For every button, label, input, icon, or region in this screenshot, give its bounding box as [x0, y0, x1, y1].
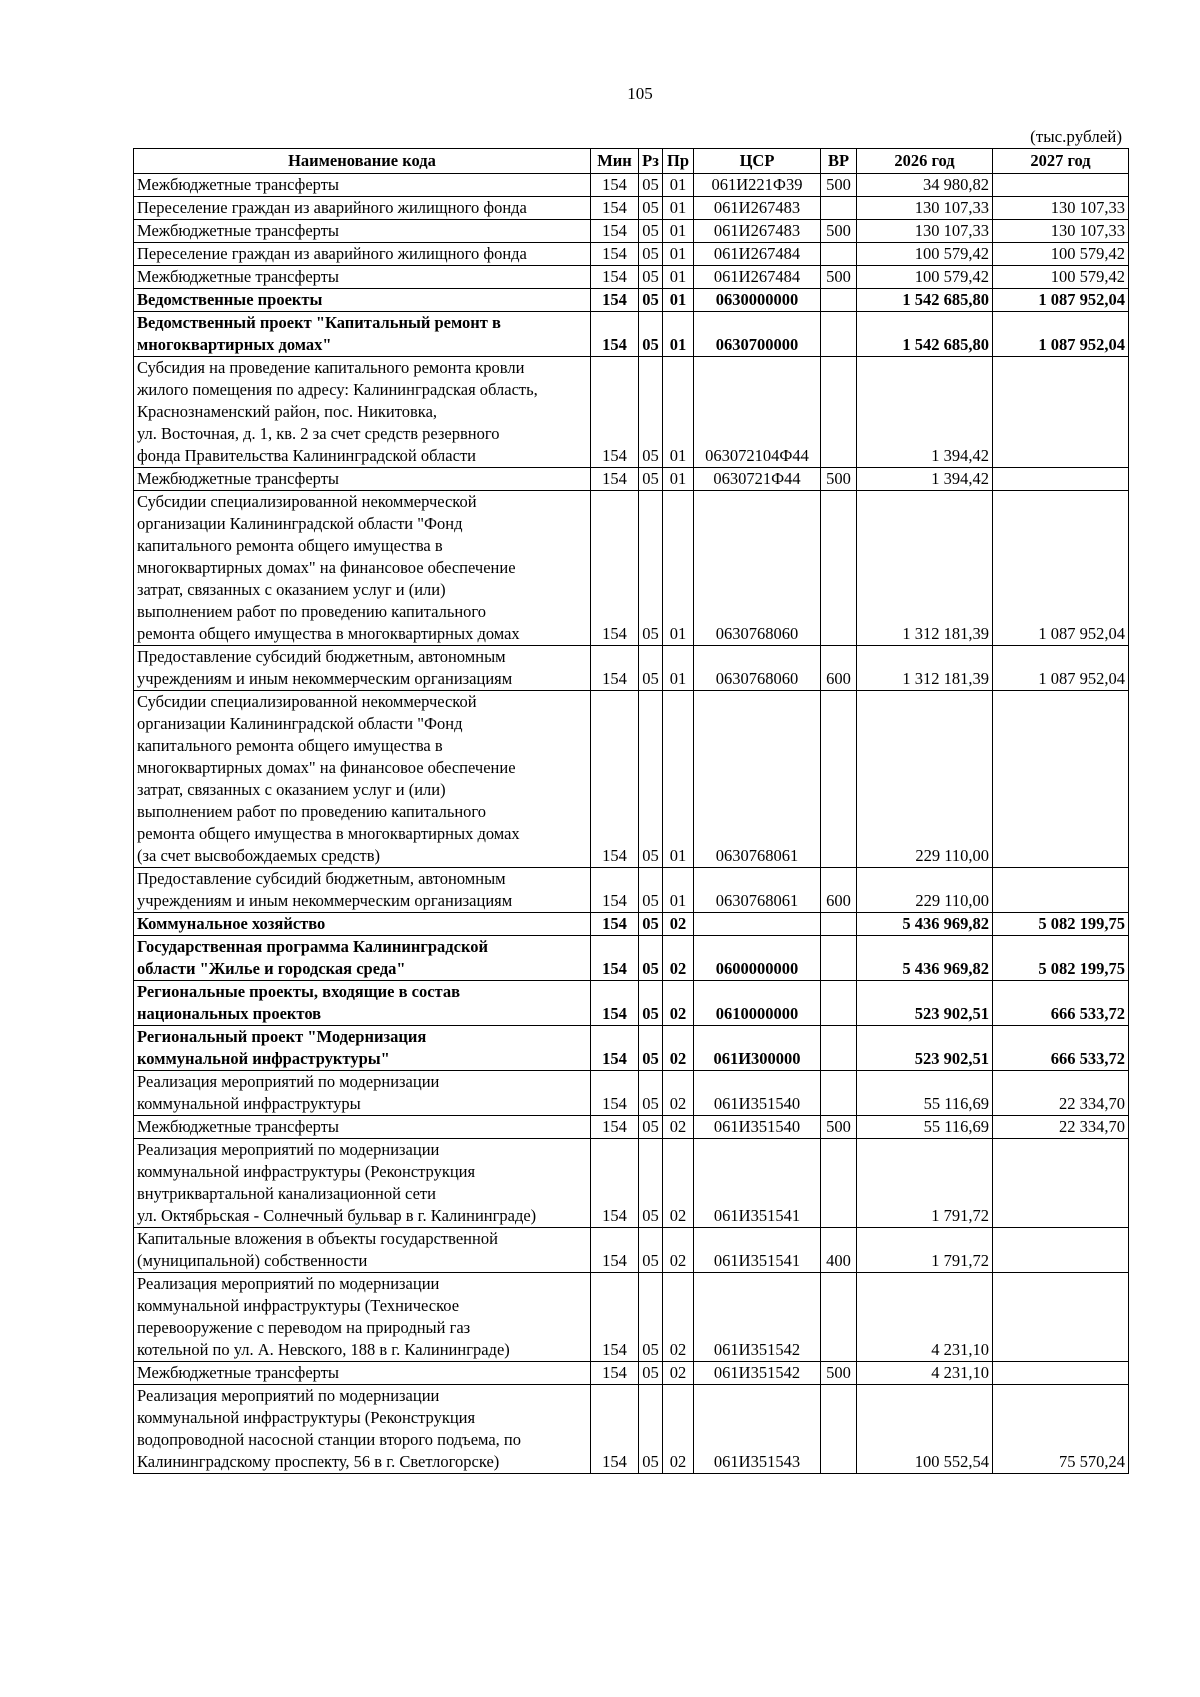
cell-min: 154: [591, 266, 639, 289]
table-row: [134, 868, 1129, 913]
cell-name: Межбюджетные трансферты: [134, 266, 591, 289]
cell-pr: 01: [663, 468, 694, 491]
cell-csr: 061И351541: [694, 1228, 821, 1273]
cell-vr: [821, 1026, 857, 1071]
table-row: [134, 266, 1129, 289]
cell-csr: 061И300000: [694, 1026, 821, 1071]
cell-pr: 01: [663, 312, 694, 357]
cell-y2026: 100 579,42: [857, 266, 993, 289]
cell-name: Региональные проекты, входящие в состав национальных проектов: [134, 981, 591, 1026]
cell-y2027: 1 087 952,04: [993, 312, 1129, 357]
cell-csr: 061И221Ф39: [694, 174, 821, 197]
cell-pr: 01: [663, 174, 694, 197]
cell-min: 154: [591, 868, 639, 913]
cell-min: 154: [591, 981, 639, 1026]
cell-rz: 05: [639, 289, 663, 312]
cell-name: Переселение граждан из аварийного жилищного фонда: [134, 243, 591, 266]
cell-y2026: 5 436 969,82: [857, 913, 993, 936]
cell-y2027: 666 533,72: [993, 981, 1129, 1026]
cell-rz: 05: [639, 1026, 663, 1071]
cell-y2026: 130 107,33: [857, 197, 993, 220]
cell-pr: 02: [663, 1026, 694, 1071]
cell-rz: 05: [639, 1273, 663, 1362]
cell-min: 154: [591, 243, 639, 266]
cell-csr: 061И351542: [694, 1273, 821, 1362]
cell-csr: 061И351542: [694, 1362, 821, 1385]
cell-csr: 0600000000: [694, 936, 821, 981]
cell-pr: 01: [663, 357, 694, 468]
cell-name: Субсидии специализированной некоммерческой организации Калининградской области "Фонд капитального ремонта общего имущества в многоквартирных домах" на финансовое обеспечение затрат, связанных с оказанием услуг и (или) выполнением работ по проведению капитального ремонта общего имущества в многоквартирных домах: [134, 491, 591, 646]
cell-name: Субсидии специализированной некоммерческой организации Калининградской области "Фонд капитального ремонта общего имущества в многоквартирных домах" на финансовое обеспечение затрат, связанных с оказанием услуг и (или) выполнением работ по проведению капитального ремонта общего имущества в многоквартирных домах (за счет высвобождаемых средств): [134, 691, 591, 868]
cell-min: 154: [591, 312, 639, 357]
cell-min: 154: [591, 289, 639, 312]
table-row: [134, 1228, 1129, 1273]
cell-vr: 500: [821, 220, 857, 243]
cell-y2027: 22 334,70: [993, 1071, 1129, 1116]
cell-vr: 500: [821, 1116, 857, 1139]
cell-min: 154: [591, 174, 639, 197]
units-label: (тыс.рублей): [1030, 127, 1122, 146]
cell-pr: 01: [663, 289, 694, 312]
table-row: [134, 357, 1129, 468]
cell-pr: 02: [663, 981, 694, 1026]
cell-csr: 061И267483: [694, 220, 821, 243]
cell-y2026: 1 312 181,39: [857, 491, 993, 646]
cell-rz: 05: [639, 468, 663, 491]
table-row: [134, 691, 1129, 868]
cell-pr: 01: [663, 266, 694, 289]
cell-name: Реализация мероприятий по модернизации коммунальной инфраструктуры: [134, 1071, 591, 1116]
cell-rz: 05: [639, 1228, 663, 1273]
cell-min: 154: [591, 646, 639, 691]
cell-y2027: [993, 691, 1129, 868]
cell-vr: 500: [821, 468, 857, 491]
cell-rz: 05: [639, 646, 663, 691]
table-row: [134, 491, 1129, 646]
cell-rz: 05: [639, 868, 663, 913]
cell-rz: 05: [639, 312, 663, 357]
cell-pr: 02: [663, 1116, 694, 1139]
cell-min: 154: [591, 1362, 639, 1385]
cell-y2026: 5 436 969,82: [857, 936, 993, 981]
cell-min: 154: [591, 491, 639, 646]
cell-name: Государственная программа Калининградской области "Жилье и городская среда": [134, 936, 591, 981]
cell-y2027: 1 087 952,04: [993, 646, 1129, 691]
cell-csr: [694, 913, 821, 936]
cell-min: 154: [591, 1071, 639, 1116]
cell-name: Межбюджетные трансферты: [134, 468, 591, 491]
page-number: 105: [627, 84, 653, 103]
cell-name: Реализация мероприятий по модернизации коммунальной инфраструктуры (Реконструкция внутриквартальной канализационной сети ул. Октябрьская - Солнечный бульвар в г. Калининграде): [134, 1139, 591, 1228]
cell-csr: 0610000000: [694, 981, 821, 1026]
cell-y2026: 229 110,00: [857, 691, 993, 868]
table-row: [134, 913, 1129, 936]
cell-vr: [821, 357, 857, 468]
cell-vr: [821, 691, 857, 868]
table-row: [134, 1026, 1129, 1071]
cell-y2027: [993, 1362, 1129, 1385]
cell-csr: 0630768061: [694, 868, 821, 913]
cell-name: Предоставление субсидий бюджетным, автономным учреждениям и иным некоммерческим организациям: [134, 646, 591, 691]
cell-y2026: 229 110,00: [857, 868, 993, 913]
header-rz: Рз: [639, 149, 663, 174]
cell-name: Реализация мероприятий по модернизации коммунальной инфраструктуры (Техническое перевооружение с переводом на природный газ котельной по ул. А. Невского, 188 в г. Калининграде): [134, 1273, 591, 1362]
cell-vr: [821, 312, 857, 357]
cell-csr: 061И267484: [694, 266, 821, 289]
cell-y2026: 1 542 685,80: [857, 289, 993, 312]
cell-pr: 02: [663, 1273, 694, 1362]
cell-y2026: 4 231,10: [857, 1362, 993, 1385]
cell-min: 154: [591, 1139, 639, 1228]
cell-vr: [821, 1385, 857, 1474]
cell-csr: 0630768060: [694, 491, 821, 646]
cell-y2026: 1 394,42: [857, 468, 993, 491]
cell-y2027: [993, 1228, 1129, 1273]
cell-y2027: [993, 1139, 1129, 1228]
table-header-row: [134, 149, 1129, 174]
cell-vr: 500: [821, 174, 857, 197]
cell-pr: 02: [663, 1139, 694, 1228]
cell-y2027: 1 087 952,04: [993, 491, 1129, 646]
cell-rz: 05: [639, 357, 663, 468]
cell-pr: 02: [663, 1362, 694, 1385]
table-body: [134, 174, 1129, 1474]
cell-name: Капитальные вложения в объекты государственной (муниципальной) собственности: [134, 1228, 591, 1273]
cell-pr: 01: [663, 197, 694, 220]
header-csr: ЦСР: [694, 149, 821, 174]
table-row: [134, 1385, 1129, 1474]
cell-y2026: 55 116,69: [857, 1116, 993, 1139]
cell-csr: 061И351540: [694, 1071, 821, 1116]
cell-min: 154: [591, 468, 639, 491]
cell-y2027: 1 087 952,04: [993, 289, 1129, 312]
cell-csr: 0630768061: [694, 691, 821, 868]
cell-rz: 05: [639, 1385, 663, 1474]
cell-vr: [821, 1273, 857, 1362]
cell-pr: 02: [663, 1228, 694, 1273]
cell-pr: 01: [663, 691, 694, 868]
cell-y2026: 1 312 181,39: [857, 646, 993, 691]
cell-y2026: 523 902,51: [857, 981, 993, 1026]
cell-vr: 600: [821, 868, 857, 913]
cell-rz: 05: [639, 174, 663, 197]
cell-y2027: 130 107,33: [993, 197, 1129, 220]
cell-y2026: 100 552,54: [857, 1385, 993, 1474]
cell-y2027: 666 533,72: [993, 1026, 1129, 1071]
cell-min: 154: [591, 936, 639, 981]
cell-csr: 061И351543: [694, 1385, 821, 1474]
cell-name: Межбюджетные трансферты: [134, 1116, 591, 1139]
cell-vr: [821, 1071, 857, 1116]
cell-rz: 05: [639, 1116, 663, 1139]
cell-y2026: 130 107,33: [857, 220, 993, 243]
cell-vr: [821, 1139, 857, 1228]
table-row: [134, 1273, 1129, 1362]
cell-rz: 05: [639, 981, 663, 1026]
cell-name: Ведомственный проект "Капитальный ремонт в многоквартирных домах": [134, 312, 591, 357]
cell-pr: 01: [663, 220, 694, 243]
cell-pr: 01: [663, 491, 694, 646]
cell-y2026: 523 902,51: [857, 1026, 993, 1071]
table-row: [134, 1139, 1129, 1228]
cell-y2026: 100 579,42: [857, 243, 993, 266]
cell-pr: 02: [663, 936, 694, 981]
cell-y2027: 100 579,42: [993, 243, 1129, 266]
table-row: [134, 220, 1129, 243]
cell-y2027: [993, 357, 1129, 468]
cell-min: 154: [591, 1273, 639, 1362]
cell-y2027: [993, 1273, 1129, 1362]
cell-name: Субсидия на проведение капитального ремонта кровли жилого помещения по адресу: Калининградская область, Краснознаменский район, пос. Никитовка, ул. Восточная, д. 1, кв. 2 за счет средств резервного фонда Правительства Калининградской области: [134, 357, 591, 468]
table-row: [134, 468, 1129, 491]
cell-y2027: 5 082 199,75: [993, 936, 1129, 981]
cell-rz: 05: [639, 220, 663, 243]
table-row: [134, 1071, 1129, 1116]
header-pr: Пр: [663, 149, 694, 174]
table-row: [134, 243, 1129, 266]
cell-pr: 02: [663, 1071, 694, 1116]
table-row: [134, 936, 1129, 981]
cell-name: Коммунальное хозяйство: [134, 913, 591, 936]
table-row: [134, 174, 1129, 197]
cell-vr: [821, 491, 857, 646]
cell-y2026: 1 542 685,80: [857, 312, 993, 357]
cell-csr: 0630000000: [694, 289, 821, 312]
cell-rz: 05: [639, 913, 663, 936]
cell-name: Переселение граждан из аварийного жилищного фонда: [134, 197, 591, 220]
cell-y2027: 75 570,24: [993, 1385, 1129, 1474]
cell-csr: 061И351541: [694, 1139, 821, 1228]
cell-rz: 05: [639, 243, 663, 266]
cell-y2026: 1 791,72: [857, 1228, 993, 1273]
cell-y2027: [993, 174, 1129, 197]
table-row: [134, 981, 1129, 1026]
cell-y2027: [993, 468, 1129, 491]
cell-rz: 05: [639, 1362, 663, 1385]
cell-rz: 05: [639, 266, 663, 289]
cell-name: Межбюджетные трансферты: [134, 220, 591, 243]
cell-vr: 500: [821, 266, 857, 289]
cell-vr: 500: [821, 1362, 857, 1385]
cell-min: 154: [591, 197, 639, 220]
cell-pr: 02: [663, 1385, 694, 1474]
cell-vr: 600: [821, 646, 857, 691]
cell-rz: 05: [639, 691, 663, 868]
cell-csr: 061И267483: [694, 197, 821, 220]
cell-name: Предоставление субсидий бюджетным, автономным учреждениям и иным некоммерческим организациям: [134, 868, 591, 913]
cell-csr: 063072104Ф44: [694, 357, 821, 468]
table-row: [134, 289, 1129, 312]
cell-y2026: 34 980,82: [857, 174, 993, 197]
cell-y2026: 1 791,72: [857, 1139, 993, 1228]
cell-y2026: 4 231,10: [857, 1273, 993, 1362]
cell-min: 154: [591, 1026, 639, 1071]
cell-min: 154: [591, 691, 639, 868]
table-row: [134, 1362, 1129, 1385]
header-min: Мин: [591, 149, 639, 174]
cell-y2026: 1 394,42: [857, 357, 993, 468]
cell-min: 154: [591, 1228, 639, 1273]
cell-name: Межбюджетные трансферты: [134, 1362, 591, 1385]
cell-vr: 400: [821, 1228, 857, 1273]
table-row: [134, 197, 1129, 220]
table-row: [134, 312, 1129, 357]
cell-y2027: 22 334,70: [993, 1116, 1129, 1139]
cell-rz: 05: [639, 936, 663, 981]
cell-csr: 061И267484: [694, 243, 821, 266]
cell-name: Реализация мероприятий по модернизации коммунальной инфраструктуры (Реконструкция водопроводной насосной станции второго подъема, по Калининградскому проспекту, 56 в г. Светлогорске): [134, 1385, 591, 1474]
cell-pr: 02: [663, 913, 694, 936]
cell-name: Межбюджетные трансферты: [134, 174, 591, 197]
cell-y2027: [993, 868, 1129, 913]
cell-y2026: 55 116,69: [857, 1071, 993, 1116]
table-row: [134, 646, 1129, 691]
cell-vr: [821, 289, 857, 312]
header-vr: ВР: [821, 149, 857, 174]
cell-vr: [821, 243, 857, 266]
cell-min: 154: [591, 1116, 639, 1139]
header-2026: 2026 год: [857, 149, 993, 174]
cell-min: 154: [591, 913, 639, 936]
cell-rz: 05: [639, 491, 663, 646]
cell-pr: 01: [663, 243, 694, 266]
cell-pr: 01: [663, 868, 694, 913]
cell-csr: 0630700000: [694, 312, 821, 357]
cell-name: Ведомственные проекты: [134, 289, 591, 312]
cell-rz: 05: [639, 1071, 663, 1116]
cell-vr: [821, 913, 857, 936]
cell-y2027: 5 082 199,75: [993, 913, 1129, 936]
cell-vr: [821, 197, 857, 220]
table-row: [134, 1116, 1129, 1139]
cell-csr: 0630768060: [694, 646, 821, 691]
cell-csr: 061И351540: [694, 1116, 821, 1139]
cell-min: 154: [591, 357, 639, 468]
cell-y2027: 100 579,42: [993, 266, 1129, 289]
cell-min: 154: [591, 1385, 639, 1474]
cell-vr: [821, 981, 857, 1026]
header-2027: 2027 год: [993, 149, 1129, 174]
cell-vr: [821, 936, 857, 981]
header-name: Наименование кода: [134, 149, 591, 174]
cell-rz: 05: [639, 1139, 663, 1228]
cell-pr: 01: [663, 646, 694, 691]
cell-csr: 0630721Ф44: [694, 468, 821, 491]
cell-y2027: 130 107,33: [993, 220, 1129, 243]
budget-table: [133, 148, 1129, 1474]
cell-name: Региональный проект "Модернизация коммунальной инфраструктуры": [134, 1026, 591, 1071]
cell-min: 154: [591, 220, 639, 243]
cell-rz: 05: [639, 197, 663, 220]
